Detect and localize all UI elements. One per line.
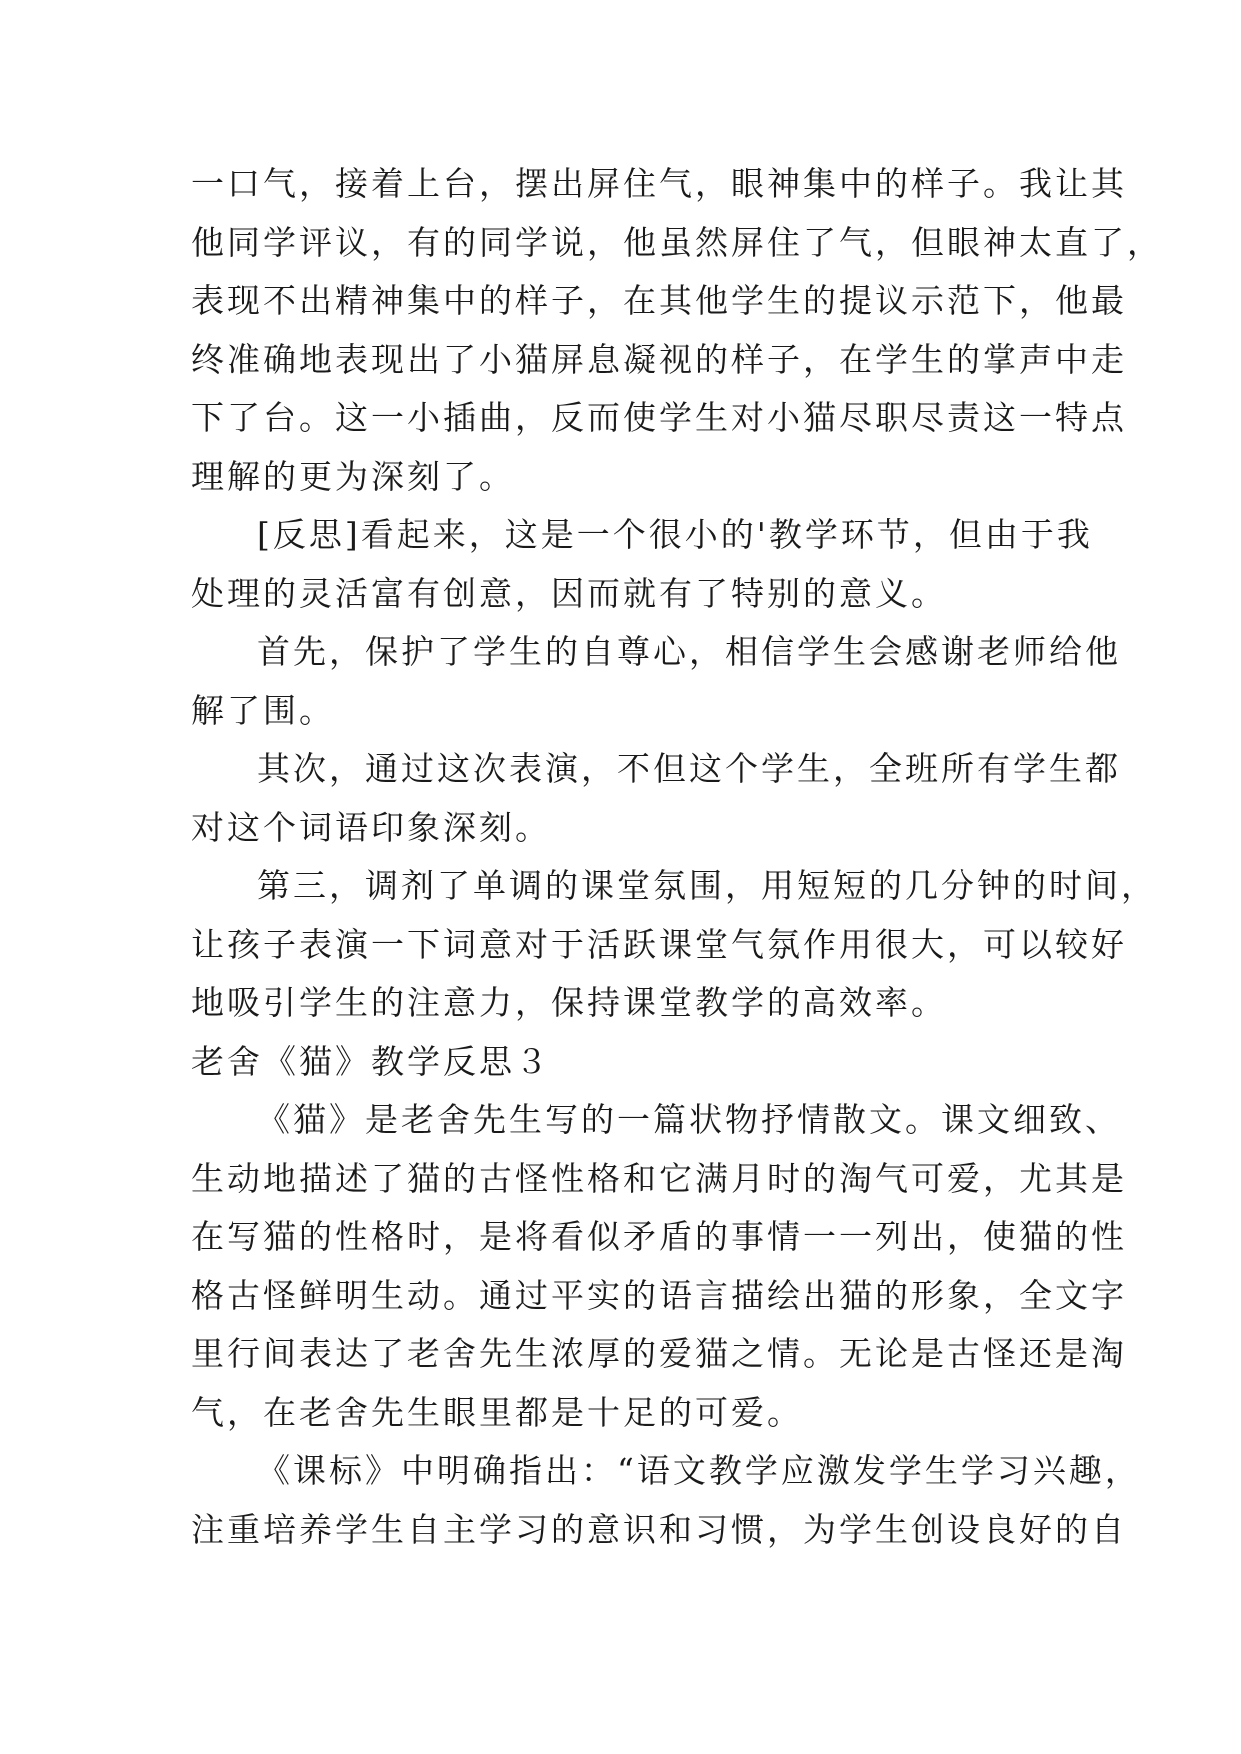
section-heading: 老舍《猫》教学反思３ [191,1041,551,1081]
text-line: [反思]看起来，这是一个很小的'教学环节，但由于我 [257,515,1093,554]
text-line: 一口气，接着上台，摆出屏住气，眼神集中的样子。我让其 [191,164,1127,203]
text-line: 第三，调剂了单调的课堂氛围，用短短的几分钟的时间， [257,866,1157,905]
text-line: 注重培养学生自主学习的意识和习惯，为学生创设良好的自 [191,1509,1127,1549]
text-line: 表现不出精神集中的样子，在其他学生的提议示范下，他最 [191,281,1127,320]
text-line: 《课标》中明确指出：“语文教学应激发学生学习兴趣， [257,1451,1141,1490]
text-line: 里行间表达了老舍先生浓厚的爱猫之情。无论是古怪还是淘 [191,1334,1127,1373]
text-line: 《猫》是老舍先生写的一篇状物抒情散文。课文细致、 [257,1100,1121,1139]
text-line: 处理的灵活富有创意，因而就有了特别的意义。 [191,573,947,613]
text-line: 格古怪鲜明生动。通过平实的语言描绘出猫的形象，全文字 [191,1275,1127,1315]
text-line: 终准确地表现出了小猫屏息凝视的样子，在学生的掌声中走 [191,339,1127,379]
text-line: 首先，保护了学生的自尊心，相信学生会感谢老师给他 [257,632,1121,671]
text-line: 理解的更为深刻了。 [191,456,515,496]
text-line: 其次，通过这次表演，不但这个学生，全班所有学生都 [257,749,1121,788]
document-body [191,155,1163,1559]
text-line: 生动地描述了猫的古怪性格和它满月时的淘气可爱，尤其是 [191,1158,1127,1198]
text-line: 下了台。这一小插曲，反而使学生对小猫尽职尽责这一特点 [191,398,1127,437]
text-line: 在写猫的性格时，是将看似矛盾的事情一一列出，使猫的性 [191,1217,1127,1256]
text-line: 让孩子表演一下词意对于活跃课堂气氛作用很大，可以较好 [191,924,1127,964]
text-line: 气，在老舍先生眼里都是十足的可爱。 [191,1392,803,1432]
text-line: 解了围。 [191,690,335,730]
text-line: 他同学评议，有的同学说，他虽然屏住了气，但眼神太直了， [191,222,1163,262]
text-line: 对这个词语印象深刻。 [191,807,551,847]
text-line: 地吸引学生的注意力，保持课堂教学的高效率。 [191,983,947,1022]
